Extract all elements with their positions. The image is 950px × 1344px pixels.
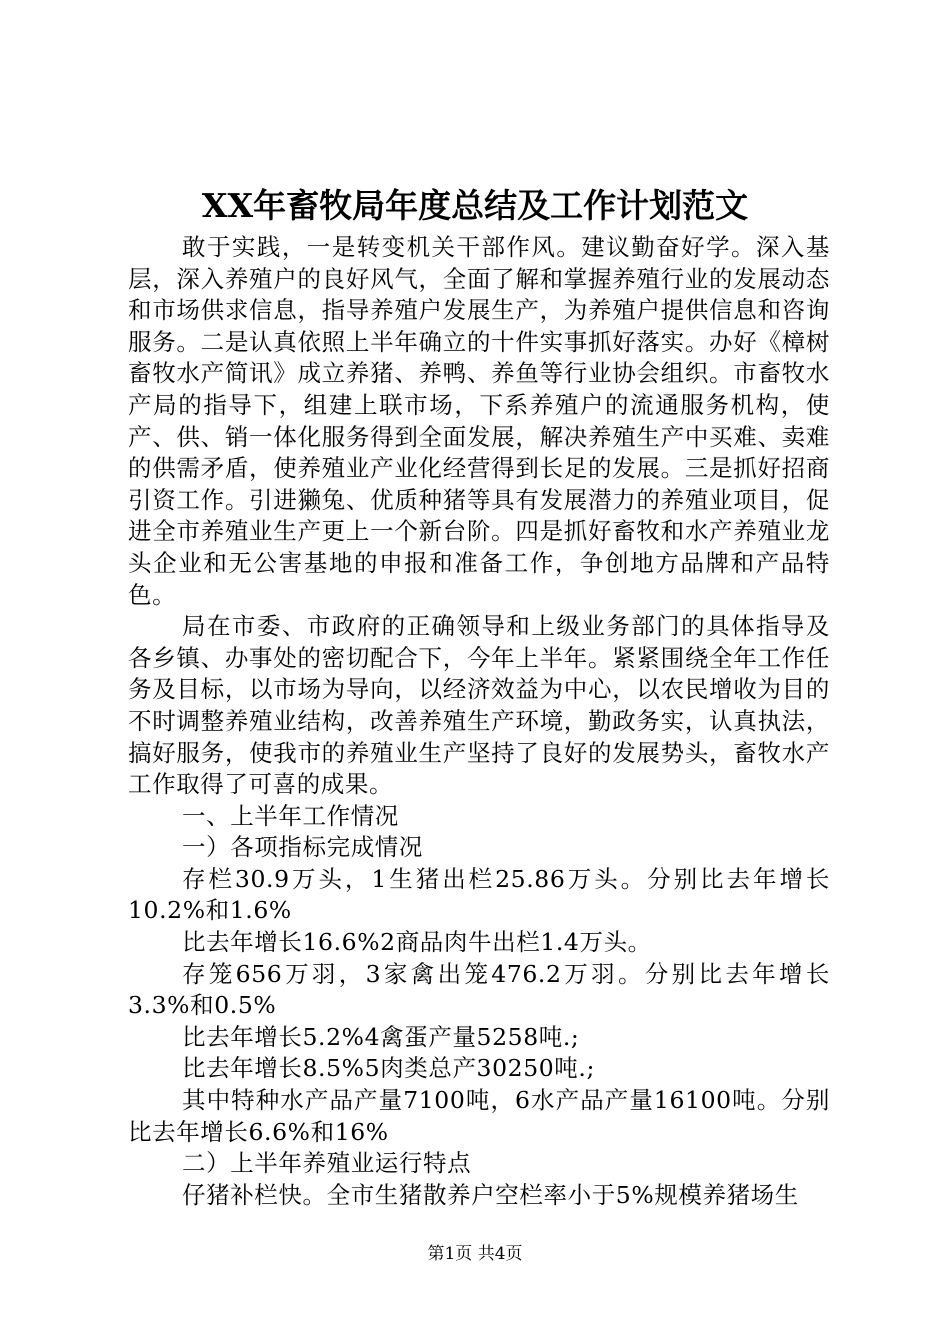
section-heading: 一、上半年工作情况	[182, 801, 399, 830]
paragraph: 比去年增长8.5%5肉类总产30250吨.;	[182, 1054, 595, 1083]
page-number-footer: 第1页 共4页	[427, 1244, 523, 1264]
document-title: XX年畜牧局年度总结及工作计划范文	[201, 186, 749, 225]
paragraph: 存栏30.9万头，1生猪出栏25.86万头。分别比去年增长10.2%和1.6%	[128, 864, 830, 925]
paragraph: 比去年增长16.6%2商品肉牛出栏1.4万头。	[182, 928, 652, 957]
subsection-heading: 一）各项指标完成情况	[182, 833, 423, 862]
paragraph: 仔猪补栏快。全市生猪散养户空栏率小于5%规模养猪场生	[182, 1180, 799, 1209]
paragraph: 比去年增长5.2%4禽蛋产量5258吨.;	[182, 1022, 580, 1051]
document-body	[128, 232, 830, 1211]
paragraph: 其中特种水产品产量7100吨，6水产品产量16100吨。分别比去年增长6.6%和16%	[128, 1086, 830, 1146]
paragraph: 敢于实践，一是转变机关干部作风。建议勤奋好学。深入基层，深入养殖户的良好风气，全面了解和掌握养殖行业的发展动态和市场供求信息，指导养殖户发展生产，为养殖户提供信息和咨询服务。二是认真依照上半年确立的十件实事抓好落实。办好《樟树畜牧水产简讯》成立养猪、养鸭、养鱼等行业协会组织。市畜牧水产局的指导下，组建上联市场，下系养殖户的流通服务机构，使产、供、销一体化服务得到全面发展，解决养殖生产中买难、卖难的供需矛盾，使养殖业产业化经营得到长足的发展。三是抓好招商引资工作。引进獭兔、优质种猪等具有发展潜力的养殖业项目，促进全市养殖业生产更上一个新台阶。四是抓好畜牧和水产养殖业龙头企业和无公害基地的申报和准备工作，争创地方品牌和产品特色。	[128, 233, 830, 609]
subsection-heading: 二）上半年养殖业运行特点	[182, 1149, 472, 1178]
paragraph: 局在市委、市政府的正确领导和上级业务部门的具体指导及各乡镇、办事处的密切配合下，今年上半年。紧紧围绕全年工作任务及目标，以市场为导向，以经济效益为中心，以农民增收为目的不时调整养殖业结构，改善养殖生产环境，勤政务实，认真执法，搞好服务，使我市的养殖业生产坚持了良好的发展势头，畜牧水产工作取得了可喜的成果。	[128, 612, 830, 799]
paragraph: 存笼656万羽，3家禽出笼476.2万羽。分别比去年增长3.3%和0.5%	[128, 959, 830, 1020]
